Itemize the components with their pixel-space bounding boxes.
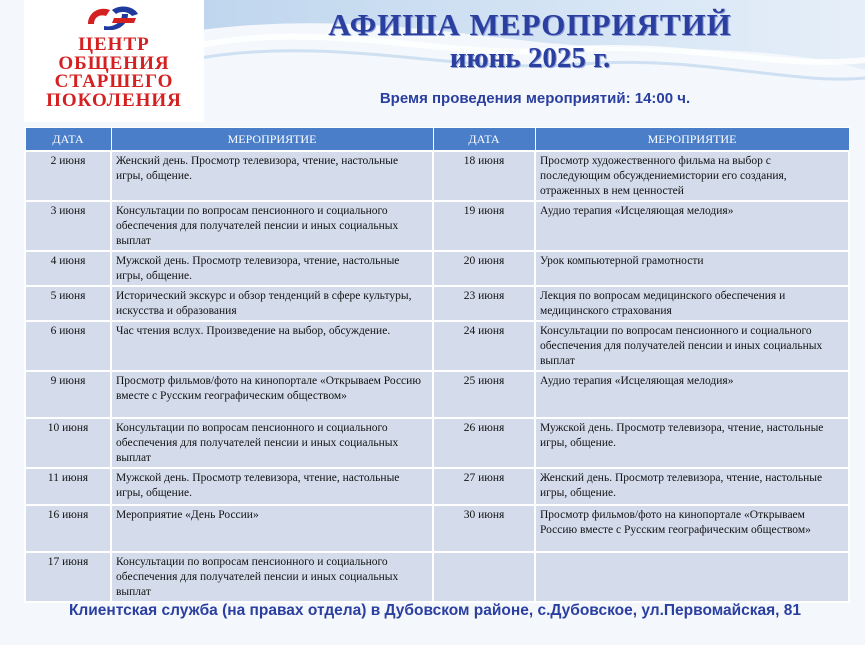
table-row	[25, 201, 849, 251]
event-cell: Урок компьютерной грамотности	[535, 251, 849, 286]
date-cell	[433, 552, 535, 602]
footer-address: Клиентская служба (на правах отдела) в Дубовском районе, с.Дубовское, ул.Первомайская, 81	[68, 602, 802, 619]
event-cell: Консультации по вопросам пенсионного и социального обеспечения для получателей пенсии и иных социальных выплат	[535, 321, 849, 371]
event-cell: Мужской день. Просмотр телевизора, чтение, настольные игры, общение.	[535, 418, 849, 468]
column-header-event: МЕРОПРИЯТИЕ	[535, 128, 849, 152]
event-cell: Аудио терапия «Исцеляющая мелодия»	[535, 371, 849, 418]
table-row	[25, 251, 849, 286]
date-cell: 30 июня	[433, 505, 535, 552]
event-cell: Просмотр фильмов/фото на кинопортале «Открываем Россию вместе с Русским географическим обществом»	[535, 505, 849, 552]
table-row	[25, 151, 849, 201]
event-cell: Исторический экскурс и обзор тенденций в сфере культуры, искусства и образования	[111, 286, 433, 321]
column-header-date: ДАТА	[433, 128, 535, 152]
logo-line: ПОКОЛЕНИЯ	[46, 89, 182, 111]
date-cell: 9 июня	[25, 371, 111, 418]
event-cell: Консультации по вопросам пенсионного и социального обеспечения для получателей пенсии и иных социальных выплат	[111, 418, 433, 468]
date-cell: 25 июня	[433, 371, 535, 418]
column-header-event: МЕРОПРИЯТИЕ	[111, 128, 433, 152]
date-cell: 5 июня	[25, 286, 111, 321]
date-cell: 2 июня	[25, 151, 111, 201]
date-cell: 23 июня	[433, 286, 535, 321]
event-cell: Просмотр художественного фильма на выбор с последующим обсуждениемистории его создания, отраженных в нем ценностей	[535, 151, 849, 201]
date-cell: 24 июня	[433, 321, 535, 371]
event-cell: Аудио терапия «Исцеляющая мелодия»	[535, 201, 849, 251]
date-cell: 3 июня	[25, 201, 111, 251]
date-cell: 4 июня	[25, 251, 111, 286]
event-cell: Просмотр фильмов/фото на кинопортале «Открываем Россию вместе с Русским географическим обществом»	[111, 371, 433, 418]
table-row	[25, 286, 849, 321]
column-header-date: ДАТА	[25, 128, 111, 152]
event-cell: Мужской день. Просмотр телевизора, чтение, настольные игры, общение.	[111, 468, 433, 505]
table-header-row	[25, 128, 849, 152]
logo	[24, 0, 204, 122]
event-cell: Лекция по вопросам медицинского обеспечения и медицинского страхования	[535, 286, 849, 321]
date-cell: 17 июня	[25, 552, 111, 602]
event-cell: Консультации по вопросам пенсионного и социального обеспечения для получателей пенсии и иных социальных выплат	[111, 201, 433, 251]
page-title: АФИША МЕРОПРИЯТИЙ	[328, 7, 732, 42]
event-time: Время проведения мероприятий: 14:00 ч.	[379, 90, 691, 107]
page-subtitle: июнь 2025 г.	[449, 42, 611, 74]
date-cell: 27 июня	[433, 468, 535, 505]
event-cell: Консультации по вопросам пенсионного и социального обеспечения для получателей пенсии и иных социальных выплат	[111, 552, 433, 602]
table-row	[25, 371, 849, 418]
date-cell: 19 июня	[433, 201, 535, 251]
table-row	[25, 552, 849, 602]
sfr-logo-icon	[84, 4, 142, 30]
date-cell: 18 июня	[433, 151, 535, 201]
logo-text	[24, 36, 204, 110]
date-cell: 26 июня	[433, 418, 535, 468]
logo-line: ЦЕНТР	[78, 34, 150, 55]
event-cell: Час чтения вслух. Произведение на выбор, обсуждение.	[111, 321, 433, 371]
date-cell: 10 июня	[25, 418, 111, 468]
date-cell: 6 июня	[25, 321, 111, 371]
event-cell: Женский день. Просмотр телевизора, чтение, настольные игры, общение.	[111, 151, 433, 201]
event-cell: Мероприятие «День России»	[111, 505, 433, 552]
events-table	[24, 127, 850, 603]
table-row	[25, 418, 849, 468]
logo-line: ОБЩЕНИЯ	[58, 52, 170, 74]
event-cell: Мужской день. Просмотр телевизора, чтение, настольные игры, общение.	[111, 251, 433, 286]
logo-line: СТАРШЕГО	[54, 71, 174, 92]
date-cell: 20 июня	[433, 251, 535, 286]
table-row	[25, 321, 849, 371]
event-cell: Женский день. Просмотр телевизора, чтение, настольные игры, общение.	[535, 468, 849, 505]
date-cell: 16 июня	[25, 505, 111, 552]
event-cell	[535, 552, 849, 602]
date-cell: 11 июня	[25, 468, 111, 505]
table-row	[25, 505, 849, 552]
table-row	[25, 468, 849, 505]
